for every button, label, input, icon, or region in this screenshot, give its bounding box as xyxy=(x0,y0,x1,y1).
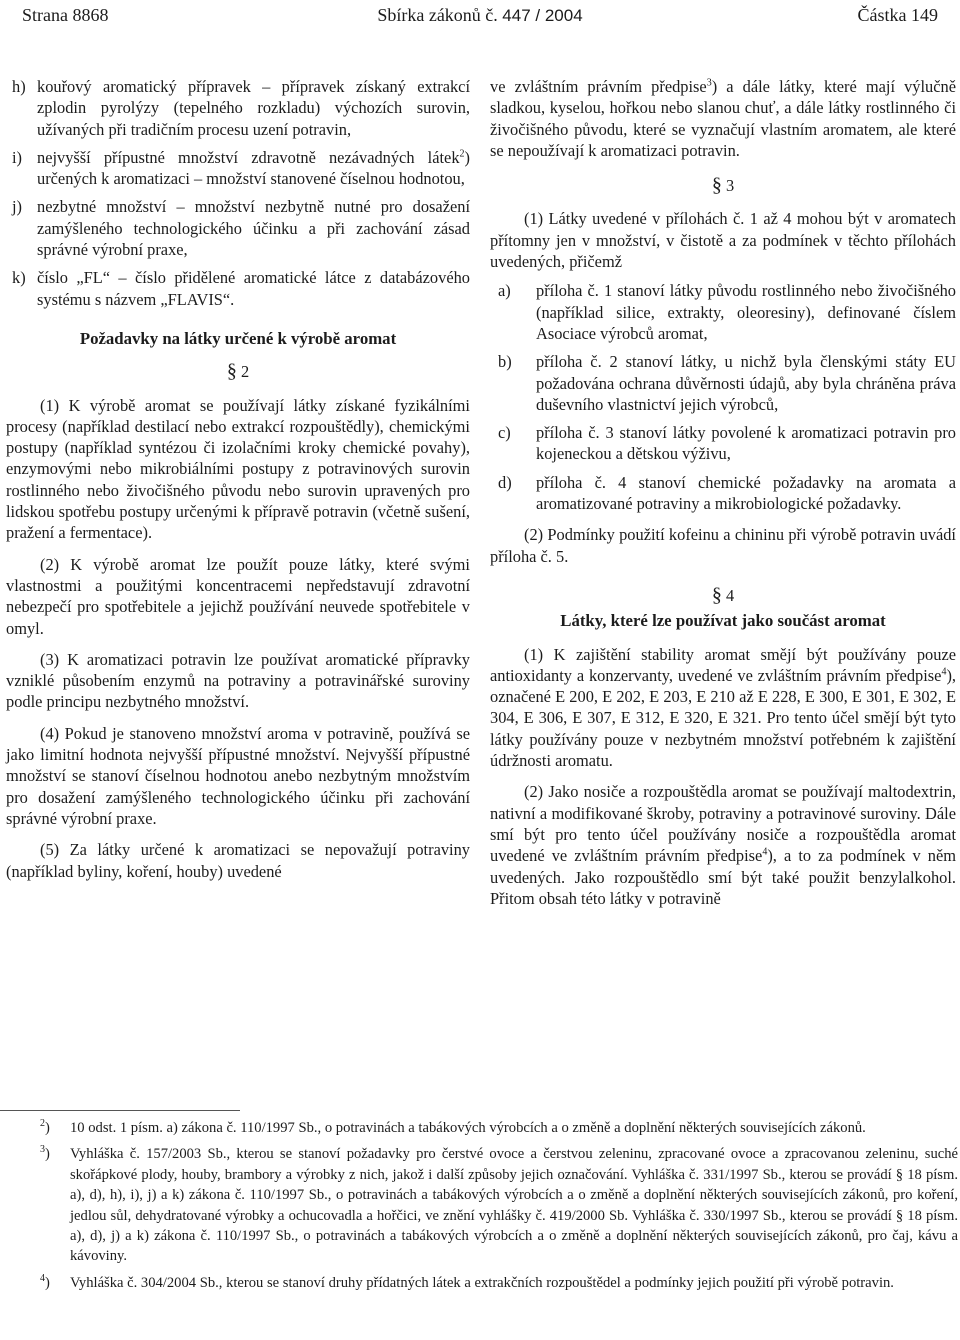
paragraph-text: (5) Za látky určené k aromatizaci se nepovažují potraviny (například byliny, koření, houby) uvedené xyxy=(6,840,470,881)
left-column xyxy=(6,76,470,892)
text-part: ), označené E 200, E 202, E 203, E 210 až E 228, E 300, E 301, E 302, E 304, E 306, E 307, E 312, E 320, E 321. Pro tento účel smějí být tyto látky používány pouze v nezbytném množství potřebném k zajištění údržnosti aromatu. xyxy=(490,665,956,771)
annex-item xyxy=(490,422,956,465)
paragraph-number: 3 xyxy=(725,176,735,196)
page-number: Strana 8868 xyxy=(22,5,109,25)
paragraph-heading xyxy=(490,175,956,196)
section-sign: § xyxy=(226,360,237,383)
text-part: (1) K zajištění stability aromat smějí být používány pouze antioxidanty a konzervanty, uvedené ve zvláštním právním předpise xyxy=(490,644,956,685)
paragraph-heading xyxy=(490,585,956,606)
right-column xyxy=(490,76,956,919)
text-part: ) a dále látky, které mají výlučně sladkou, kyselou, hořkou nebo slanou chuť, a dále látky rostlinného či živočišného původu, které se vyznačují vlastním aromatem, ale které se nepoužívají k aromatizaci potravin. xyxy=(490,77,956,160)
collection-title xyxy=(22,4,938,27)
section-sign: § xyxy=(711,174,722,197)
paragraph-text: (1) K výrobě aromat se používají látky získané fyzikálními procesy (například destilací nebo extrakcí rozpouštědly), chemickými postupy (například syntézou či izolačními kroky chemické povahy), enzymovými nebo mikrobiálními postupy z potravinových surovin rostlinného nebo živočišného původu nebo surovin upravených pro lidskou spotřebu postupy určenými k přípravě potravin (včetně sušení, pražení a fermentace). xyxy=(6,395,470,543)
footnote-text: 10 odst. 1 písm. a) zákona č. 110/1997 Sb., o potravinách a tabákových výrobcích a o změně a doplnění některých souvisejících zákonů. xyxy=(70,1120,866,1136)
annex-item xyxy=(490,280,956,344)
item-label: j) xyxy=(12,197,23,217)
footnote xyxy=(20,1118,958,1138)
paragraph-number: 4 xyxy=(725,585,735,605)
footnote-number: 3 xyxy=(40,1144,45,1156)
footnote-text: Vyhláška č. 157/2003 Sb., kterou se stanoví požadavky pro čerstvé ovoce a čerstvou zeleninu, zpracované ovoce a zpracovanou zeleninu, suché skořápkové plody, houby, brambory a výrobky z nich, jakož i další způsoby jejich označování. Vyhláška č. 331/1997 Sb., kterou se provádí § 18 písm. a), d), h), i), j) a k) zákona č. 110/1997 Sb., o potravinách a tabákových výrobcích a o změně a doplnění některých souvisejících zákonů, pro koření, jedlou sůl, dehydratované výrobky a ochucovadla a hořčici, ve znění vyhlášky č. 419/2000 Sb. Vyhláška č. 330/1997 Sb., kterou se provádí § 18 písm. a), d), j) a k) zákona č. 110/1997 Sb., o potravinách a tabákových výrobcích a o změně a doplnění některých souvisejících zákonů, pro čaj, kávu a kávoviny. xyxy=(70,1146,958,1265)
item-label: c) xyxy=(498,423,511,443)
footnote-number: 4 xyxy=(40,1272,45,1284)
definition-item xyxy=(6,196,470,260)
definition-item xyxy=(6,147,470,190)
text-part: (2) Jako nosiče a rozpouštědla aromat se používají maltodextrin, nativní a modifikované škroby, potraviny a potravinové suroviny. Dále smí být pro tento účel používány nosiče a rozpouštědla aromat uvedené ve zvláštním právním předpise xyxy=(490,782,956,866)
item-text: ) určených k aromatizaci – množství stanovené číselnou hodnotou, xyxy=(37,147,470,189)
collection-name: Sbírka zákonů č. xyxy=(377,5,498,25)
definition-item xyxy=(6,76,470,140)
paragraph-text: (3) K aromatizaci potravin lze používat aromatické přípravky vzniklé působením enzymů na potraviny a potravinářské suroviny podle principu nezbytného množství. xyxy=(6,649,470,712)
paragraph-text: (2) Podmínky použití kofeinu a chininu při výrobě potravin uvádí příloha č. 5. xyxy=(490,525,956,566)
collection-number: 447 / 2004 xyxy=(502,6,583,25)
paragraph-number: 2 xyxy=(240,362,250,382)
footnote-ref: 2 xyxy=(459,148,465,160)
issue-number: Částka 149 xyxy=(857,5,938,25)
footnote-ref: 3 xyxy=(706,77,712,89)
item-label: h) xyxy=(12,77,26,96)
paragraph-text xyxy=(490,644,956,772)
section-sign: § xyxy=(711,583,722,606)
item-text: příloha č. 3 stanoví látky povolené k aromatizaci potravin pro kojeneckou a dětskou výživu, xyxy=(536,423,956,464)
item-text: nejvyšší přípustné množství zdravotně nezávadných látek xyxy=(37,147,460,167)
paragraph-text: (4) Pokud je stanoveno množství aroma v potravině, používá se jako limitní hodnota nejvyšší přípustné množství. Nejvyšší přípustné množství se stanoví číselnou hodnotou anebo nezbytným množstvím pro dosažení zamýšleného technologického účinku při zachování správné výrobní praxe. xyxy=(6,723,470,828)
text-part: ), a to za podmínek v něm uvedených. Jako rozpouštědlo smí být také použit benzylalkohol. Přitom obsah této látky v potravině xyxy=(490,846,956,908)
item-label: d) xyxy=(498,472,512,492)
footnote-text: Vyhláška č. 304/2004 Sb., kterou se stanoví druhy přídatných látek a extrakčních rozpouštědel a podmínky jejich použití při výrobě potravin. xyxy=(70,1274,894,1291)
annex-item xyxy=(490,472,956,515)
page-header xyxy=(22,4,938,26)
item-label: k) xyxy=(12,268,26,288)
footnote-label: $^4$) xyxy=(40,1272,50,1291)
footnote-ref: 4 xyxy=(941,666,947,678)
item-label: i) xyxy=(12,147,23,167)
continued-text xyxy=(490,76,956,161)
item-text: příloha č. 2 stanoví látky, u nichž byla členskými státy EU požadována ochrana důvěrnosti údajů, aby byla chráněna práva duševního vlastnictví jejich výrobců, xyxy=(536,352,956,414)
item-text: kouřový aromatický přípravek – přípravek získaný extrakcí zplodin pyrolýzy (tepelného rozkladu) výchozích surovin, užívaných při tradičním procesu uzení potravin, xyxy=(37,77,470,139)
footnote-number: 2 xyxy=(40,1118,45,1130)
footnotes xyxy=(20,1118,958,1299)
paragraph-heading xyxy=(6,361,470,382)
section-title: Požadavky na látky určené k výrobě aromat xyxy=(79,328,397,348)
item-label: a) xyxy=(498,281,511,301)
footnote xyxy=(20,1273,958,1293)
footnote-label: $^2$) xyxy=(40,1118,50,1136)
footnote xyxy=(20,1144,958,1266)
paragraph-text xyxy=(490,781,956,909)
item-text: příloha č. 4 stanoví chemické požadavky na aromata a aromatizované potraviny a mikrobiologické požadavky. xyxy=(536,472,956,514)
item-text: příloha č. 1 stanoví látky původu rostlinného nebo živočišného (například silice, extrakty, oleoresiny), definované číslem Asociace výrobců aromat, xyxy=(536,281,956,343)
annex-item xyxy=(490,351,956,415)
paragraph-text: (1) Látky uvedené v přílohách č. 1 až 4 mohou být v aromatech přítomny jen v množství, v čistotě a za podmínek v těchto přílohách uvedených, přičemž xyxy=(490,209,956,272)
item-text: nezbytné množství – množství nezbytně nutné pro dosažení zamýšleného technologického účinku a při zachování zásad správné výrobní praxe, xyxy=(37,197,470,260)
footnote-ref: 4 xyxy=(762,846,768,858)
definition-item xyxy=(6,267,470,310)
section-title: Látky, které lze používat jako součást aromat xyxy=(560,611,886,631)
footnote-separator xyxy=(0,1110,240,1111)
footnote-label: $^3$) xyxy=(40,1144,50,1163)
item-text: číslo „FL“ – číslo přidělené aromatické látce z databázového systému s názvem „FLAVIS“. xyxy=(37,268,470,309)
text-part: ve zvláštním právním předpise xyxy=(490,77,707,96)
item-label: b) xyxy=(498,352,512,372)
paragraph-text: (2) K výrobě aromat lze použít pouze látky, které svými vlastnostmi a použitými koncentracemi nepředstavují zdravotní nebezpečí pro spotřebitele a jejichž používání neuvede spotřebitele v omyl. xyxy=(6,554,470,638)
